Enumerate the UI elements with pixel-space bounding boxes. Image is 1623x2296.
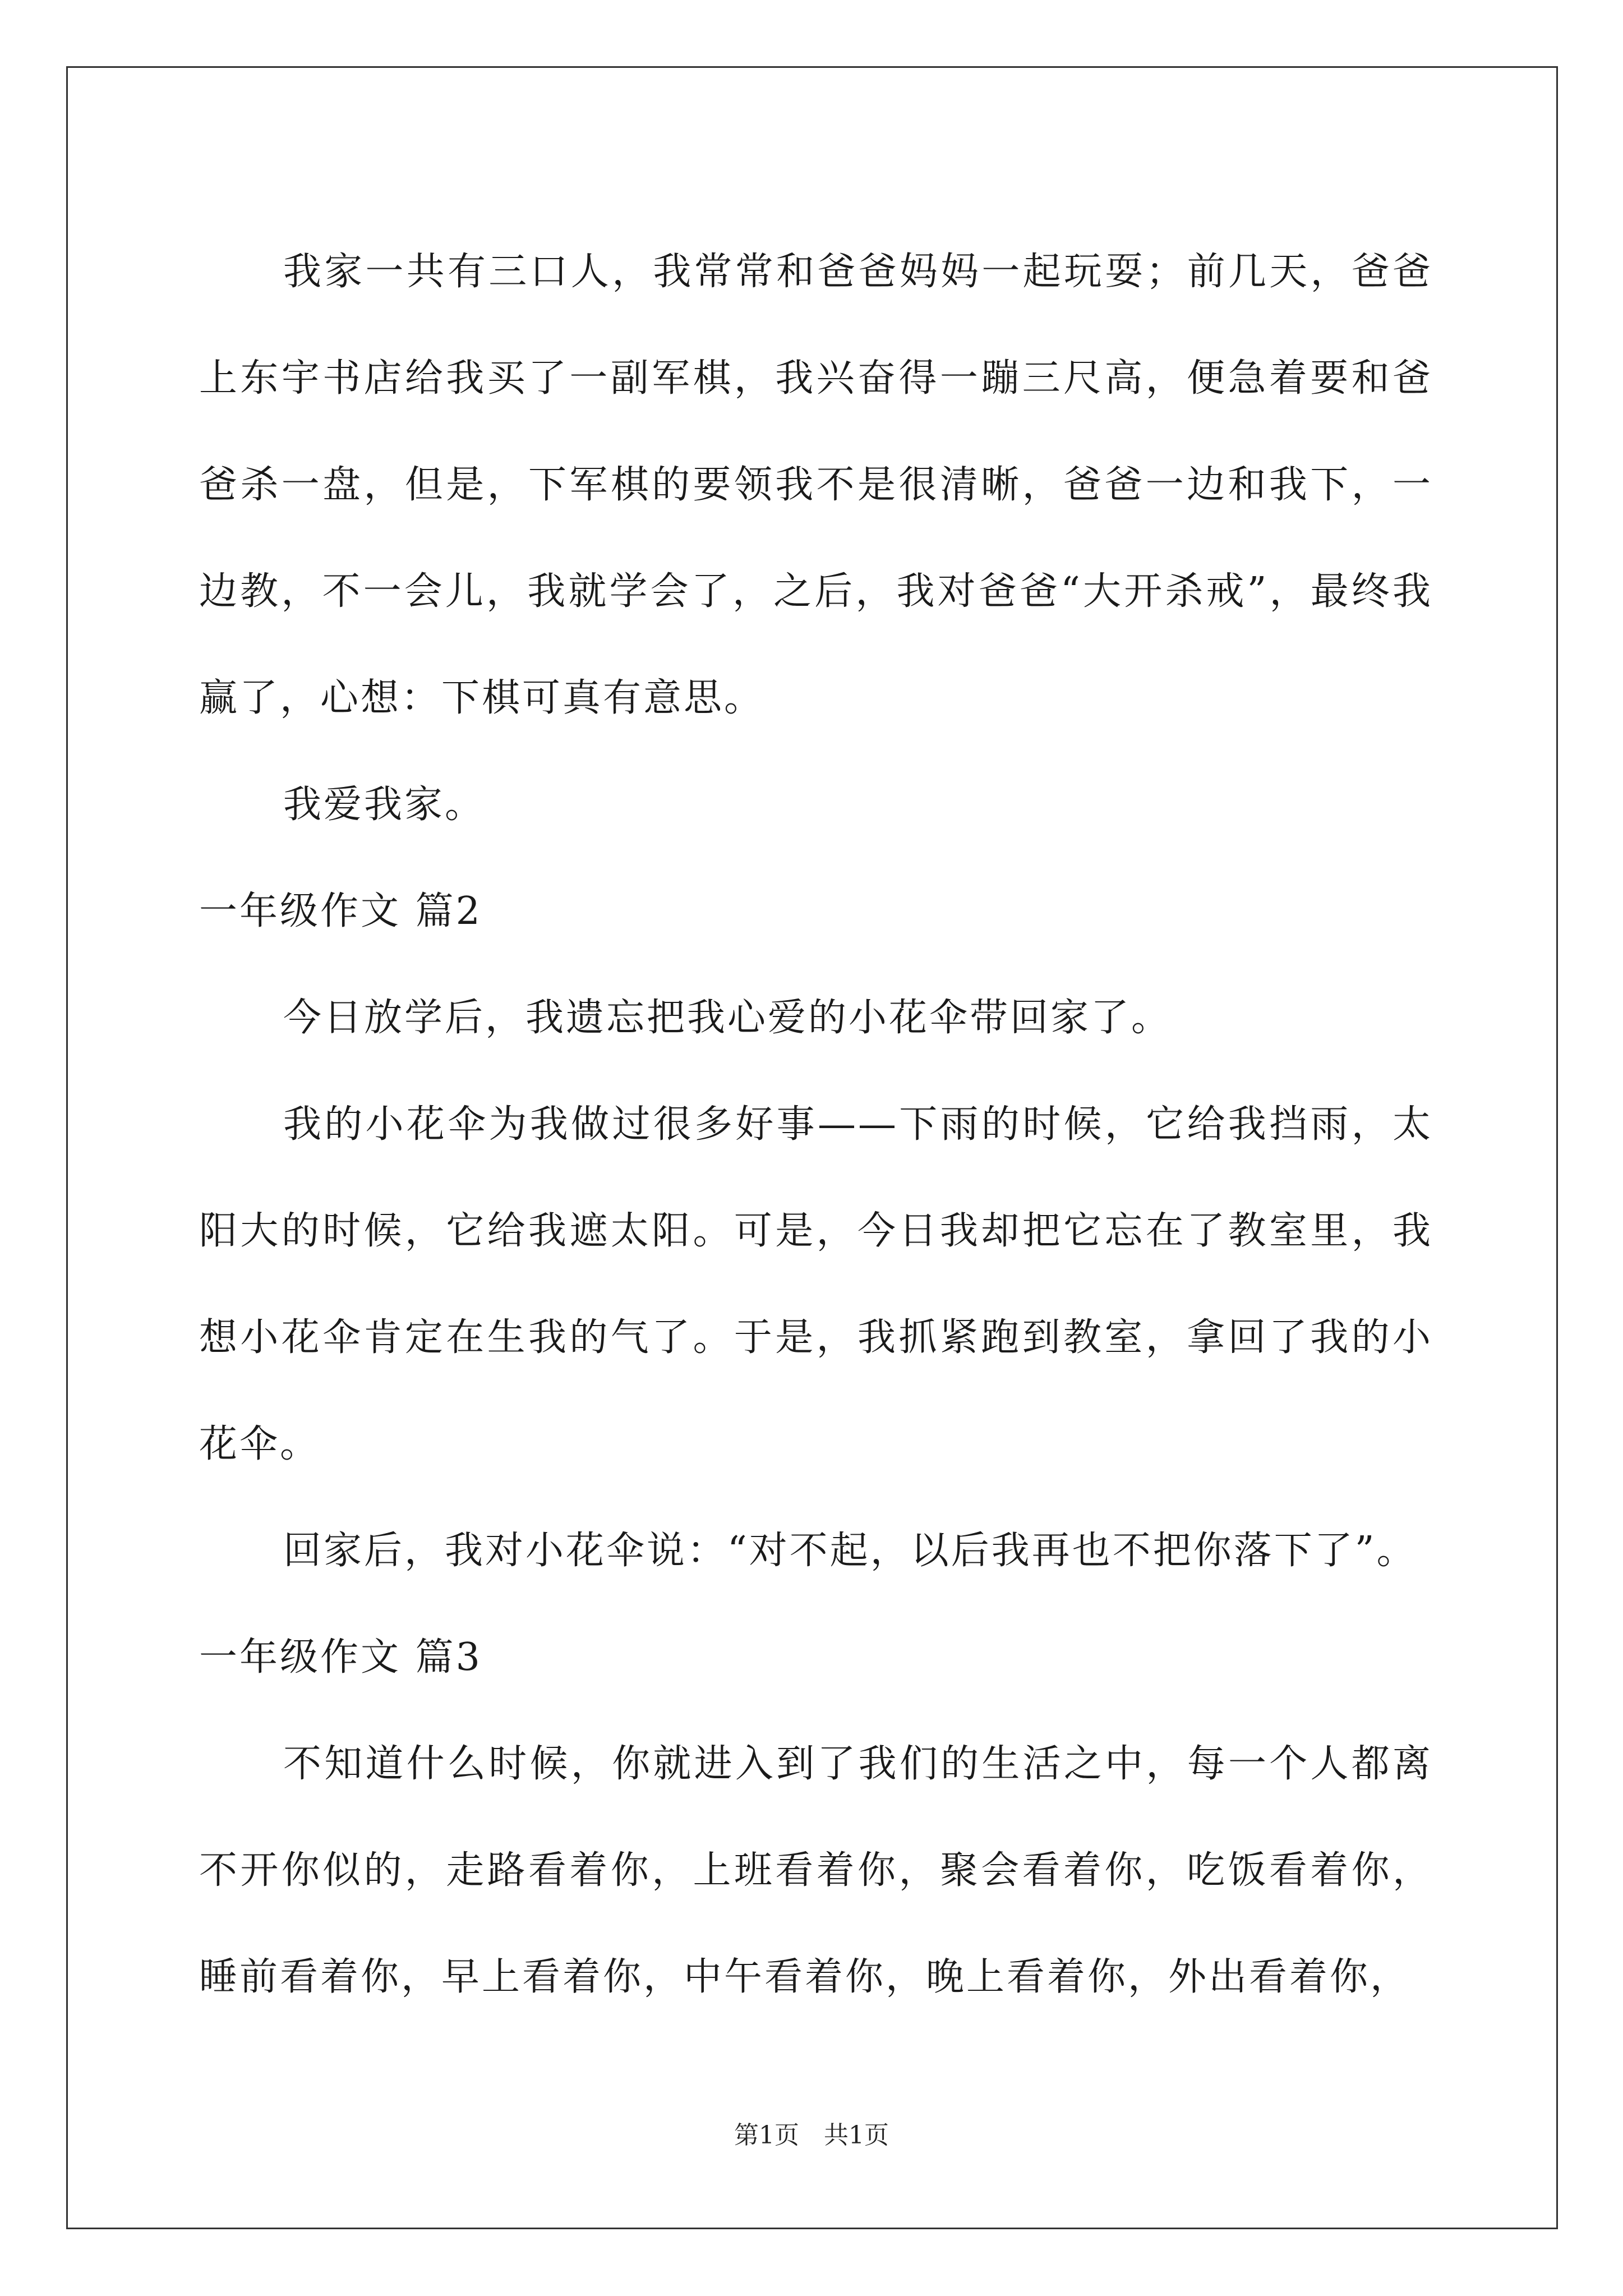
paragraph-umbrella-good-deeds: 我的小花伞为我做过很多好事——下雨的时候，它给我挡雨，太阳大的时候，它给我遮太阳。可是，今日我却把它忘在了教室里，我想小花伞肯定在生我的气了。于是，我抓紧跑到教室，拿回了我的小花伞。: [199, 1102, 1433, 1466]
paragraph-forgot-umbrella: 今日放学后，我遗忘把我心爱的小花伞带回家了。: [283, 996, 1172, 1040]
section-heading-2: 一年级作文 篇2: [199, 889, 482, 933]
paragraph-family-chess: 我家一共有三口人，我常常和爸爸妈妈一起玩耍；前几天，爸爸上东宇书店给我买了一副军棋，我兴奋得一蹦三尺高，便急着要和爸爸杀一盘，但是，下军棋的要领我不是很清晰，爸爸一边和我下，一边教，不一会儿，我就学会了，之后，我对爸爸“大开杀戒”，最终我赢了，心想：下棋可真有意思。: [199, 250, 1433, 720]
page-number-footer: 第1页 共1页: [734, 2121, 889, 2150]
section-heading-3: 一年级作文 篇3: [199, 1635, 482, 1680]
paragraph-apology: 回家后，我对小花伞说：“对不起，以后我再也不把你落下了”。: [283, 1529, 1417, 1573]
paragraph-phone-everywhere: 不知道什么时候，你就进入到了我们的生活之中，每一个人都离不开你似的，走路看着你，上班看着你，聚会看着你，吃饭看着你，睡前看着你，早上看着你，中午看着你，晚上看着你，外出看着你，: [199, 1742, 1433, 1999]
paragraph-love-home: 我爱我家。: [283, 783, 486, 827]
document-body: [199, 219, 1433, 2031]
